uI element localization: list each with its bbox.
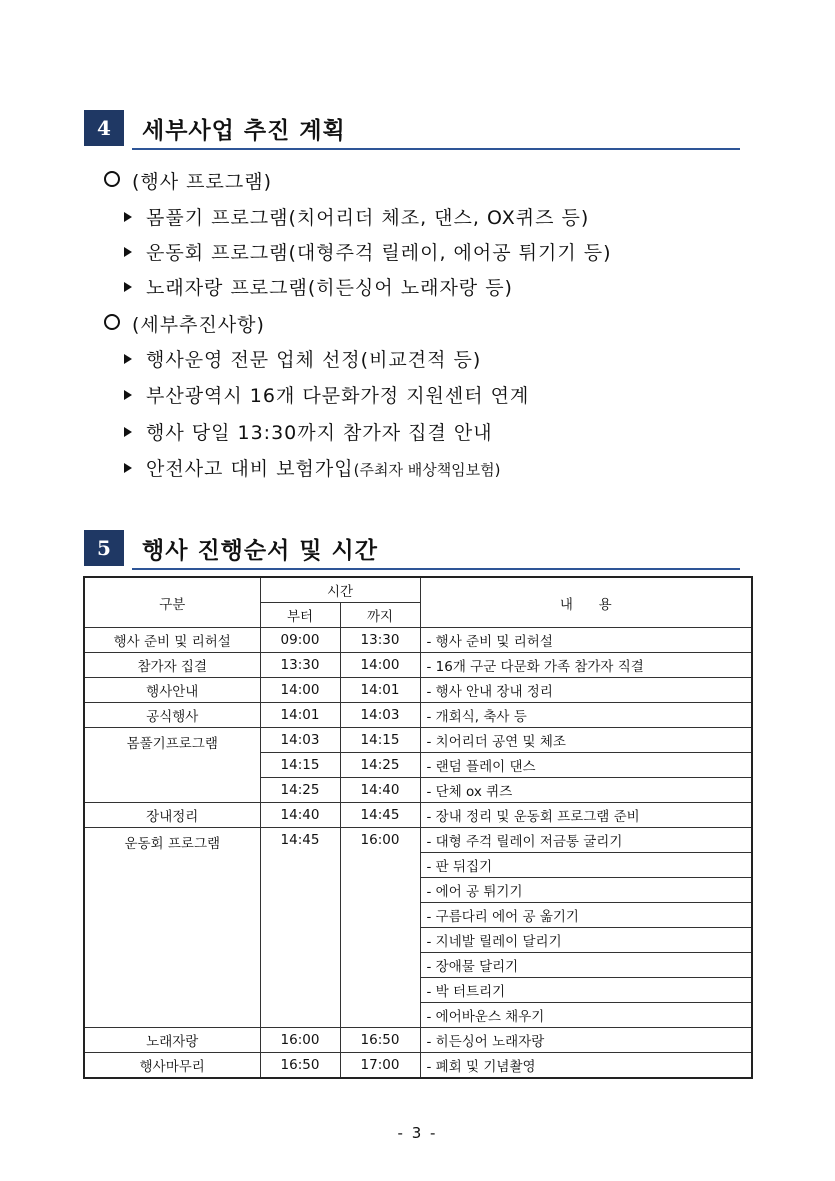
list-item-text: 몸풀기 프로그램(치어리더 체조, 댄스, OX퀴즈 등)	[146, 207, 590, 229]
group-heading	[104, 167, 272, 194]
triangle-bullet-icon	[124, 212, 132, 222]
row-content: - 장애물 달리기	[420, 953, 752, 978]
row-to: 13:30	[340, 628, 420, 653]
row-content: - 지네발 릴레이 달리기	[420, 928, 752, 953]
table-row	[84, 703, 752, 728]
circle-bullet-icon	[104, 314, 120, 330]
table-row	[84, 728, 752, 753]
table-row	[84, 803, 752, 828]
list-item-text: 안전사고 대비 보험가입	[146, 458, 354, 480]
section-5-header	[84, 530, 740, 570]
group-heading-text: (행사 프로그램)	[132, 171, 272, 193]
row-content: - 단체 ox 퀴즈	[420, 778, 752, 803]
list-item-text: 행사 당일 13:30까지 참가자 집결 안내	[146, 422, 493, 444]
list-item-text: 노래자랑 프로그램(히든싱어 노래자랑 등)	[146, 277, 513, 299]
row-category: 노래자랑	[84, 1028, 260, 1053]
row-content: - 히든싱어 노래자랑	[420, 1028, 752, 1053]
row-content: - 16개 구군 다문화 가족 참가자 직결	[420, 653, 752, 678]
row-content: - 장내 정리 및 운동회 프로그램 준비	[420, 803, 752, 828]
row-content: - 판 뒤집기	[420, 853, 752, 878]
row-category: 운동회 프로그램	[84, 828, 260, 1028]
row-from: 09:00	[260, 628, 340, 653]
list-item	[124, 238, 612, 265]
row-to: 14:01	[340, 678, 420, 703]
row-from: 13:30	[260, 653, 340, 678]
row-from: 14:15	[260, 753, 340, 778]
group-heading	[104, 310, 265, 337]
triangle-bullet-icon	[124, 247, 132, 257]
row-to: 14:15	[340, 728, 420, 753]
row-to: 14:45	[340, 803, 420, 828]
row-from: 14:03	[260, 728, 340, 753]
table-row	[84, 628, 752, 653]
row-to: 16:00	[340, 828, 420, 1028]
row-to: 14:00	[340, 653, 420, 678]
row-category: 몸풀기프로그램	[84, 728, 260, 803]
row-content: - 랜덤 플레이 댄스	[420, 753, 752, 778]
row-content: - 구름다리 에어 공 옮기기	[420, 903, 752, 928]
list-item-text: 행사운영 전문 업체 선정(비교견적 등)	[146, 349, 482, 371]
list-item	[124, 381, 529, 408]
row-from: 14:01	[260, 703, 340, 728]
list-item-text: 운동회 프로그램(대형주걱 릴레이, 에어공 튀기기 등)	[146, 242, 612, 264]
row-from: 14:45	[260, 828, 340, 1028]
row-content: - 개회식, 축사 등	[420, 703, 752, 728]
row-category: 행사 준비 및 리허설	[84, 628, 260, 653]
list-item	[124, 345, 481, 372]
row-to: 14:25	[340, 753, 420, 778]
row-category: 행사안내	[84, 678, 260, 703]
row-content: - 행사 준비 및 리허설	[420, 628, 752, 653]
list-item	[124, 454, 501, 481]
table-row	[84, 828, 752, 853]
section-title: 세부사업 추진 계획	[142, 118, 346, 144]
row-category: 장내정리	[84, 803, 260, 828]
section-number: 4	[84, 110, 124, 146]
row-to: 16:50	[340, 1028, 420, 1053]
row-to: 17:00	[340, 1053, 420, 1079]
list-item	[124, 203, 589, 230]
row-to: 14:40	[340, 778, 420, 803]
row-content: - 에어바운스 채우기	[420, 1003, 752, 1028]
header-from: 부터	[260, 603, 340, 628]
section-title: 행사 진행순서 및 시간	[142, 538, 378, 564]
row-from: 14:40	[260, 803, 340, 828]
row-from: 16:00	[260, 1028, 340, 1053]
section-divider	[132, 148, 740, 150]
circle-bullet-icon	[104, 171, 120, 187]
header-category: 구분	[84, 577, 260, 628]
row-content: - 치어리더 공연 및 체조	[420, 728, 752, 753]
table-row	[84, 653, 752, 678]
group-heading-text: (세부추진사항)	[132, 314, 265, 336]
table-row	[84, 678, 752, 703]
row-from: 16:50	[260, 1053, 340, 1079]
row-category: 행사마무리	[84, 1053, 260, 1079]
triangle-bullet-icon	[124, 354, 132, 364]
row-content: - 행사 안내 장내 정리	[420, 678, 752, 703]
row-content: - 대형 주걱 릴레이 저금통 굴리기	[420, 828, 752, 853]
list-item-text: 부산광역시 16개 다문화가정 지원센터 연계	[146, 385, 530, 407]
row-content: - 에어 공 튀기기	[420, 878, 752, 903]
section-divider	[132, 568, 740, 570]
triangle-bullet-icon	[124, 390, 132, 400]
table-row	[84, 1028, 752, 1053]
section-4-header	[84, 110, 740, 150]
list-item-note: (주최자 배상책임보험)	[353, 461, 501, 479]
row-from: 14:00	[260, 678, 340, 703]
header-time: 시간	[260, 577, 420, 603]
triangle-bullet-icon	[124, 282, 132, 292]
header-content: 내 용	[420, 577, 752, 628]
triangle-bullet-icon	[124, 427, 132, 437]
table-row	[84, 1053, 752, 1079]
row-content: - 폐회 및 기념촬영	[420, 1053, 752, 1079]
row-category: 공식행사	[84, 703, 260, 728]
page-number: - 3 -	[397, 1124, 438, 1142]
row-from: 14:25	[260, 778, 340, 803]
header-to: 까지	[340, 603, 420, 628]
row-category: 참가자 집결	[84, 653, 260, 678]
row-to: 14:03	[340, 703, 420, 728]
schedule-table	[83, 576, 753, 1079]
row-content: - 박 터트리기	[420, 978, 752, 1003]
list-item	[124, 273, 513, 300]
section-number: 5	[84, 530, 124, 566]
triangle-bullet-icon	[124, 463, 132, 473]
list-item	[124, 418, 493, 445]
